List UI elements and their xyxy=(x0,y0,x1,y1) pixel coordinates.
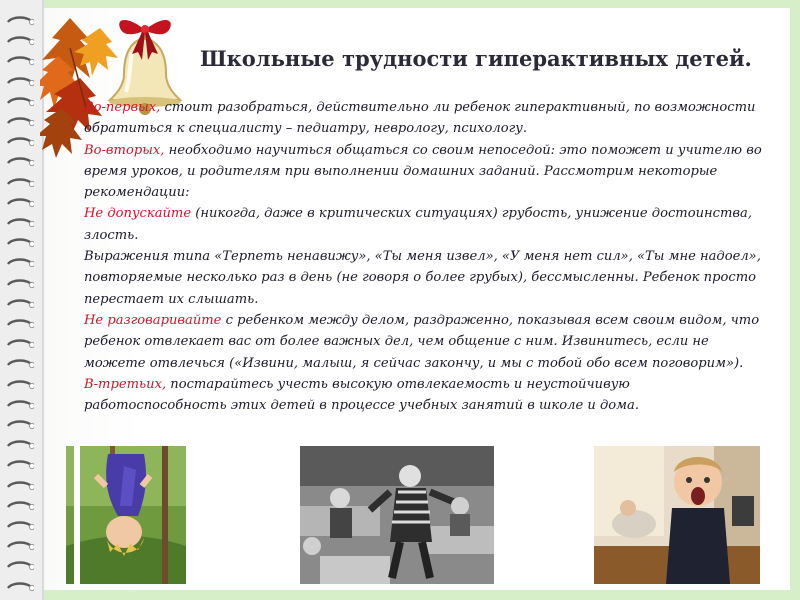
ring-icon xyxy=(6,155,34,167)
body-text xyxy=(84,97,774,416)
photo-child-hanging-upside-down xyxy=(66,446,186,584)
ring-icon xyxy=(6,54,34,66)
ring-icon xyxy=(6,559,34,571)
ring-icon xyxy=(6,499,34,511)
ring-icon xyxy=(6,236,34,248)
ring-icon xyxy=(6,539,34,551)
ring-icon xyxy=(6,256,34,268)
frame-border-bottom xyxy=(44,590,800,600)
highlight-phrase: Не разговаривайте xyxy=(84,312,222,328)
ring-icon xyxy=(6,176,34,188)
ring-icon xyxy=(6,418,34,430)
paragraph-text: с ребенком между делом, раздраженно, показывая всем своим видом, что ребенок отвлекает вас от более важных дел, чем общение с ним. Извинитесь, если не можете отвлечься («Извини, малыш, я сейчас закончу, и мы с тобой обо всем поговорим»). xyxy=(84,312,760,371)
paragraph xyxy=(84,246,774,310)
ring-icon xyxy=(6,95,34,107)
ring-icon xyxy=(6,277,34,289)
paragraph xyxy=(84,203,774,246)
ring-icon xyxy=(6,75,34,87)
ring-icon xyxy=(6,196,34,208)
photo-boy-shouting xyxy=(594,446,760,584)
highlight-phrase: Не допускайте xyxy=(84,206,192,222)
ring-icon xyxy=(6,317,34,329)
ring-icon xyxy=(6,479,34,491)
ring-icon xyxy=(6,357,34,369)
paragraph xyxy=(84,374,774,417)
slide-title: Школьные трудности гиперактивных детей. xyxy=(200,46,752,71)
frame-border-right xyxy=(790,0,800,600)
ring-icon xyxy=(6,14,34,26)
ring-icon xyxy=(6,438,34,450)
paragraph-text: Выражения типа «Терпеть ненавижу», «Ты меня извел», «У меня нет сил», «Ты мне надоел», повторяемые несколько раз в день (не говоря о более грубых), бессмысленны. Ребенок просто перестает их слышать. xyxy=(84,249,761,307)
paragraph xyxy=(84,97,774,140)
ring-icon xyxy=(6,458,34,470)
ring-icon xyxy=(6,135,34,147)
paragraph-text: (никогда, даже в критических ситуациях) грубость, унижение достоинства, злость. xyxy=(84,206,752,243)
ring-icon xyxy=(6,115,34,127)
ring-icon xyxy=(6,297,34,309)
ring-icon xyxy=(6,337,34,349)
paragraph-text: необходимо научиться общаться со своим непоседой: это поможет и учителю во время уроков, и родителям при выполнении домашних заданий. Рассмотрим некоторые рекомендации: xyxy=(84,142,762,201)
ring-icon xyxy=(6,398,34,410)
ring-icon xyxy=(6,580,34,592)
highlight-phrase: Во-вторых, xyxy=(84,142,165,158)
paragraph-text: постарайтесь учесть высокую отвлекаемость и неустойчивую работоспособность этих детей в процессе учебных занятий в школе и дома. xyxy=(84,376,639,414)
frame-border-top xyxy=(44,0,800,8)
paragraph xyxy=(84,140,774,204)
paragraph xyxy=(84,310,774,374)
photo-classroom-children xyxy=(300,446,494,584)
ring-icon xyxy=(6,216,34,228)
ring-icon xyxy=(6,34,34,46)
highlight-phrase: В-третьих, xyxy=(84,376,167,392)
ring-icon xyxy=(6,378,34,390)
ring-icon xyxy=(6,519,34,531)
highlight-phrase: Во-первых, xyxy=(84,100,161,115)
paragraph-text: стоит разобраться, действительно ли ребенок гиперактивный, по возможности обратиться к специалисту – педиатру, неврологу, психологу. xyxy=(84,100,756,137)
